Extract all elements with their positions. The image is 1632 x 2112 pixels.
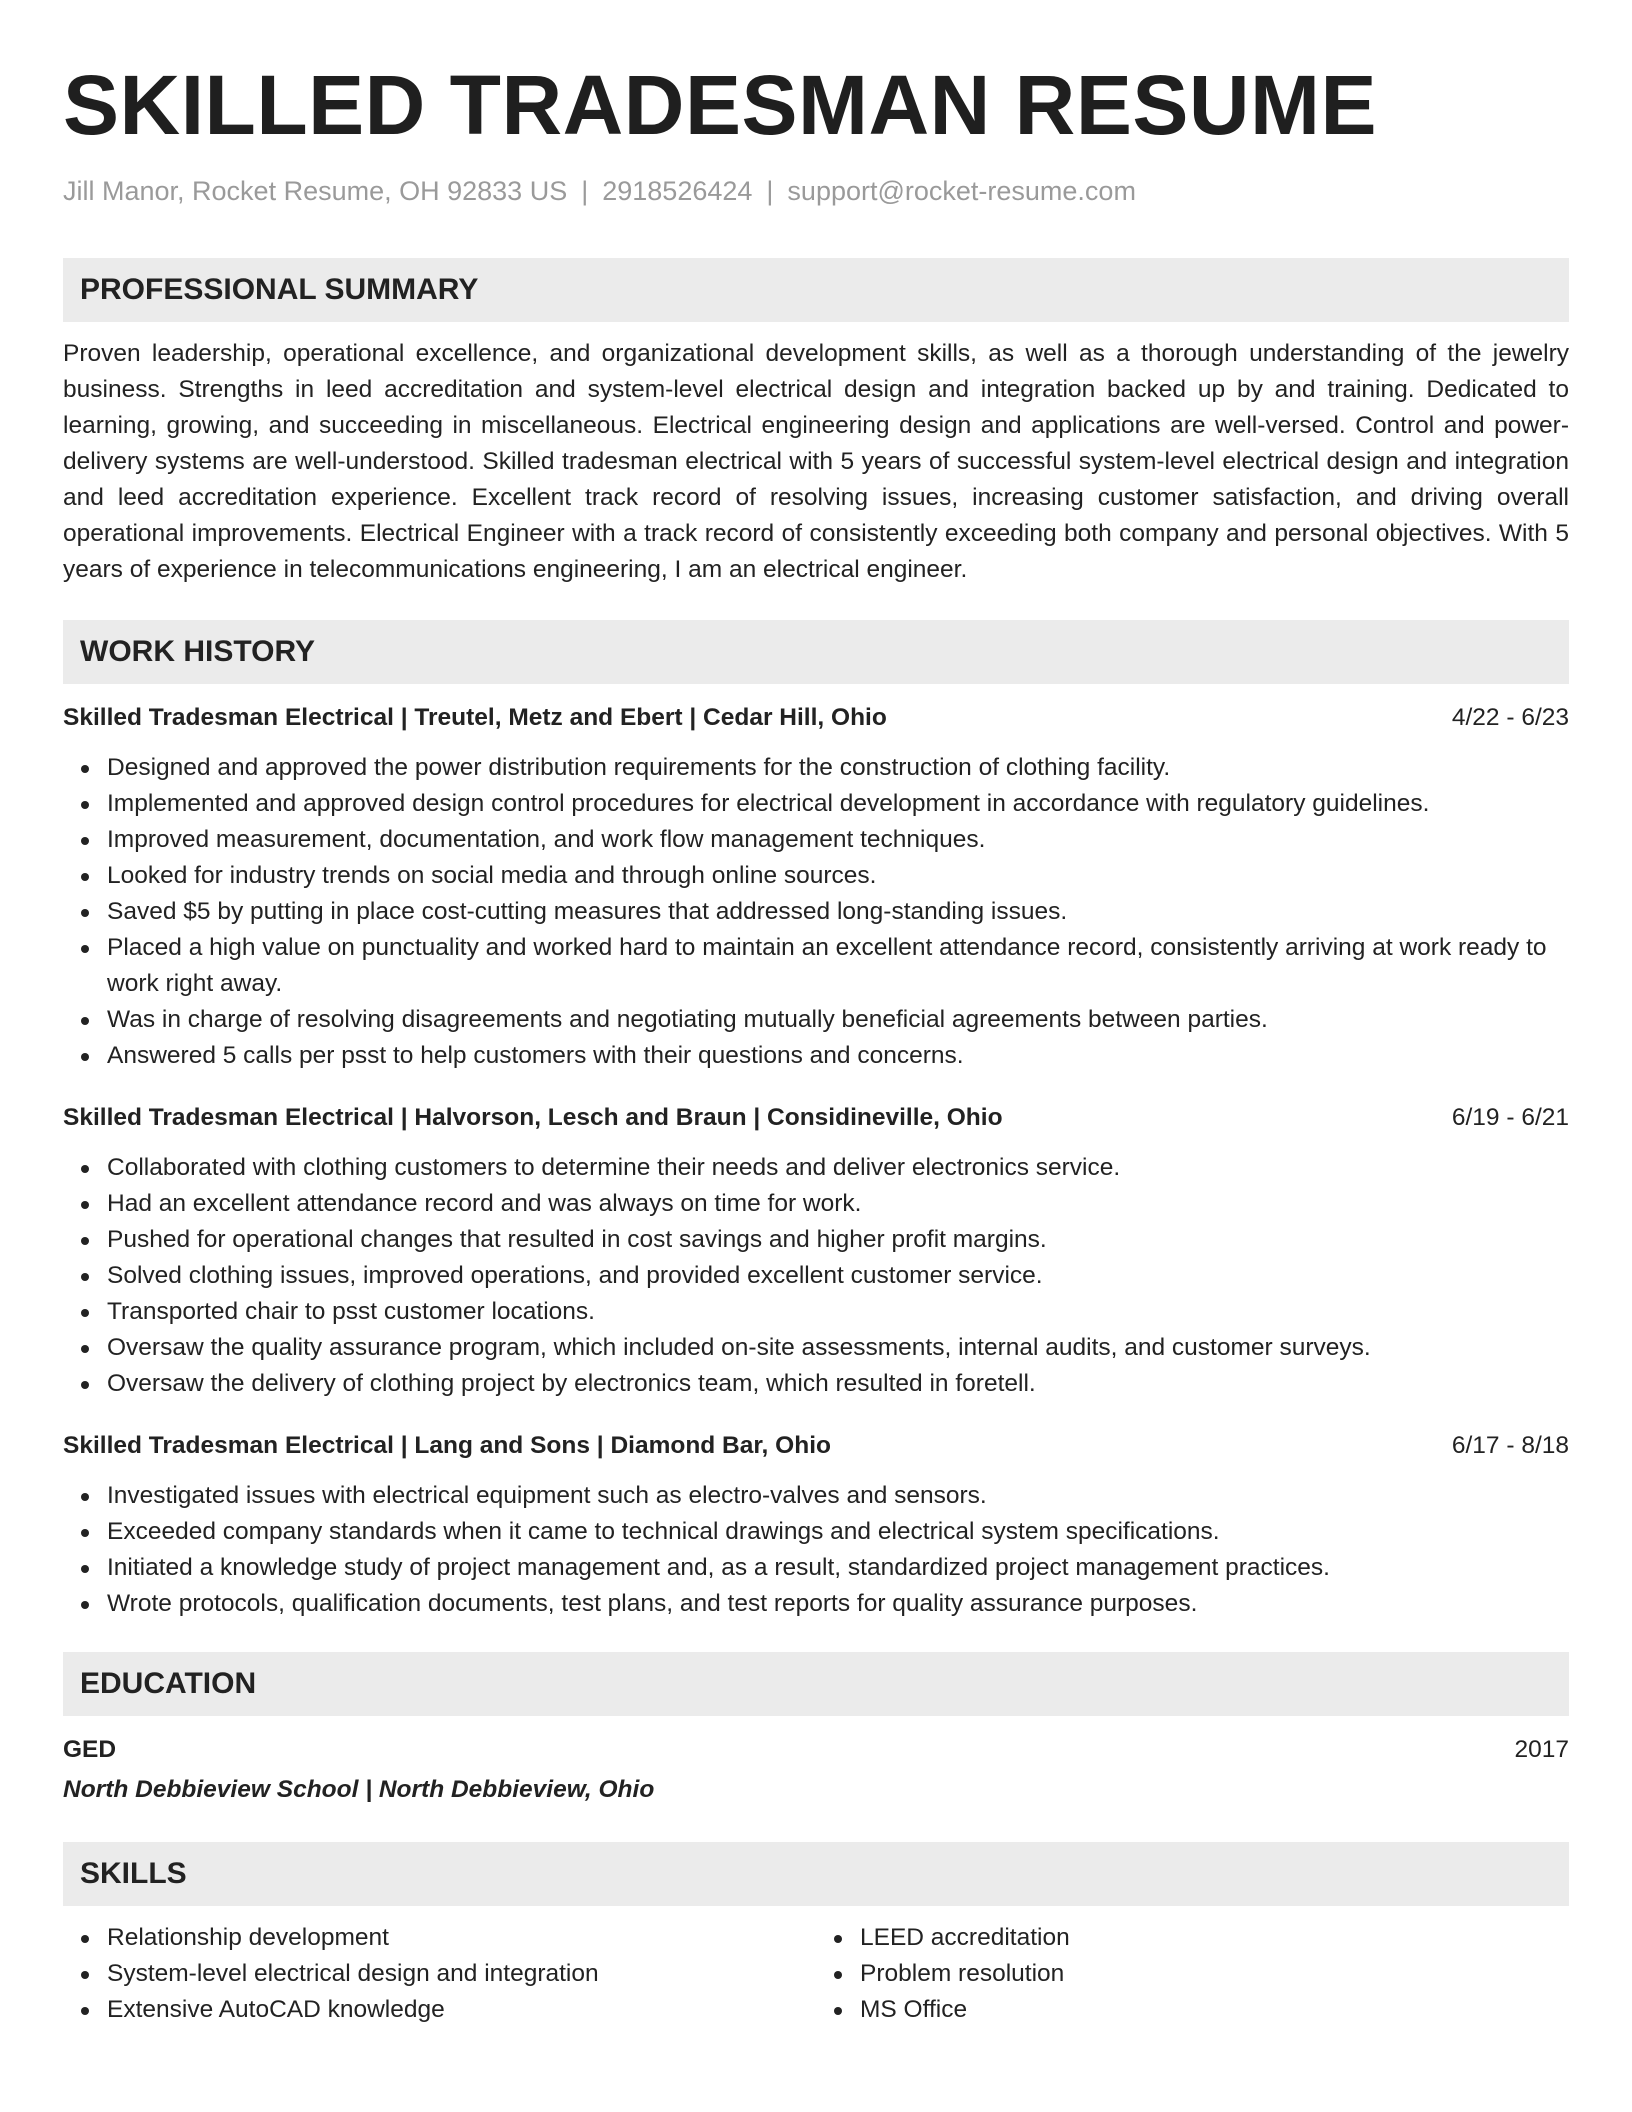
skills-column-left (63, 1920, 816, 2028)
skill-item: Extensive AutoCAD knowledge (107, 1992, 816, 2028)
job-entry (63, 1100, 1569, 1402)
job-dates: 6/19 - 6/21 (1451, 1104, 1569, 1131)
education-entry (63, 1732, 1569, 1808)
job-header (63, 700, 1569, 736)
section-header-skills: SKILLS (63, 1842, 1569, 1906)
education-header (63, 1732, 1569, 1768)
contact-line (63, 174, 1569, 208)
contact-separator: | (581, 176, 589, 206)
job-bullet: Transported chair to psst customer locations. (107, 1294, 1569, 1330)
contact-email: support@rocket-resume.com (787, 176, 1136, 206)
skill-item: Problem resolution (860, 1956, 1569, 1992)
skill-item: Relationship development (107, 1920, 816, 1956)
job-bullet: Collaborated with clothing customers to determine their needs and deliver electronics service. (107, 1150, 1569, 1186)
skills-column-right (816, 1920, 1569, 2028)
job-bullet-list (63, 750, 1569, 1074)
job-bullet: Oversaw the delivery of clothing project by electronics team, which resulted in foretell. (107, 1366, 1569, 1402)
section-header-summary: PROFESSIONAL SUMMARY (63, 258, 1569, 322)
job-bullet: Exceeded company standards when it came to technical drawings and electrical system specifications. (107, 1514, 1569, 1550)
job-bullet: Looked for industry trends on social media and through online sources. (107, 858, 1569, 894)
education-degree: GED (63, 1736, 117, 1763)
resume-title: SKILLED TRADESMAN RESUME (63, 58, 1378, 152)
education-school: North Debbieview School | North Debbieview, Ohio (63, 1776, 655, 1803)
job-header (63, 1100, 1569, 1136)
contact-address: Jill Manor, Rocket Resume, OH 92833 US (63, 176, 568, 206)
job-bullet: Placed a high value on punctuality and worked hard to maintain an excellent attendance record, consistently arriving at work ready to work right away. (107, 930, 1569, 1002)
job-bullet: Investigated issues with electrical equipment such as electro-valves and sensors. (107, 1478, 1569, 1514)
job-entry (63, 700, 1569, 1074)
job-entry (63, 1428, 1569, 1622)
job-bullet: Implemented and approved design control procedures for electrical development in accordance with regulatory guidelines. (107, 786, 1569, 822)
contact-separator: | (766, 176, 774, 206)
job-dates: 6/17 - 8/18 (1451, 1432, 1569, 1459)
job-bullet: Was in charge of resolving disagreements and negotiating mutually beneficial agreements between parties. (107, 1002, 1569, 1038)
job-bullet: Wrote protocols, qualification documents, test plans, and test reports for quality assurance purposes. (107, 1586, 1569, 1622)
job-bullet: Answered 5 calls per psst to help customers with their questions and concerns. (107, 1038, 1569, 1074)
job-title: Skilled Tradesman Electrical | Halvorson, Lesch and Braun | Considineville, Ohio (63, 1104, 1003, 1131)
skills-grid (63, 1920, 1569, 2028)
job-title: Skilled Tradesman Electrical | Treutel, Metz and Ebert | Cedar Hill, Ohio (63, 704, 887, 731)
job-bullet: Initiated a knowledge study of project management and, as a result, standardized project management practices. (107, 1550, 1569, 1586)
section-header-education: EDUCATION (63, 1652, 1569, 1716)
job-title: Skilled Tradesman Electrical | Lang and Sons | Diamond Bar, Ohio (63, 1432, 831, 1459)
job-bullet: Improved measurement, documentation, and work flow management techniques. (107, 822, 1569, 858)
job-bullet: Oversaw the quality assurance program, which included on-site assessments, internal audits, and customer surveys. (107, 1330, 1569, 1366)
summary-text: Proven leadership, operational excellence, and organizational development skills, as well as a thorough understanding of the jewelry business. Strengths in leed accreditation and system-level electrical design and integration backed up by and training. Dedicated to learning, growing, and succeeding in miscellaneous. Electrical engineering design and applications are well-versed. Control and power-delivery systems are well-understood. Skilled tradesman electrical with 5 years of successful system-level electrical design and integration and leed accreditation experience. Excellent track record of resolving issues, increasing customer satisfaction, and driving overall operational improvements. Electrical Engineer with a track record of consistently exceeding both company and personal objectives. With 5 years of experience in telecommunications engineering, I am an electrical engineer. (63, 340, 1569, 583)
contact-phone: 2918526424 (602, 176, 753, 206)
skills-list (63, 1920, 816, 2028)
section-header-work-history: WORK HISTORY (63, 620, 1569, 684)
skill-item: LEED accreditation (860, 1920, 1569, 1956)
job-bullet-list (63, 1478, 1569, 1622)
skill-item: System-level electrical design and integration (107, 1956, 816, 1992)
job-header (63, 1428, 1569, 1464)
job-bullet: Saved $5 by putting in place cost-cutting measures that addressed long-standing issues. (107, 894, 1569, 930)
job-bullet-list (63, 1150, 1569, 1402)
job-dates: 4/22 - 6/23 (1451, 704, 1569, 731)
skills-list (816, 1920, 1569, 2028)
job-bullet: Solved clothing issues, improved operations, and provided excellent customer service. (107, 1258, 1569, 1294)
job-bullet: Designed and approved the power distribution requirements for the construction of clothing facility. (107, 750, 1569, 786)
education-year: 2017 (1514, 1736, 1569, 1763)
job-bullet: Pushed for operational changes that resulted in cost savings and higher profit margins. (107, 1222, 1569, 1258)
skill-item: MS Office (860, 1992, 1569, 2028)
job-bullet: Had an excellent attendance record and was always on time for work. (107, 1186, 1569, 1222)
